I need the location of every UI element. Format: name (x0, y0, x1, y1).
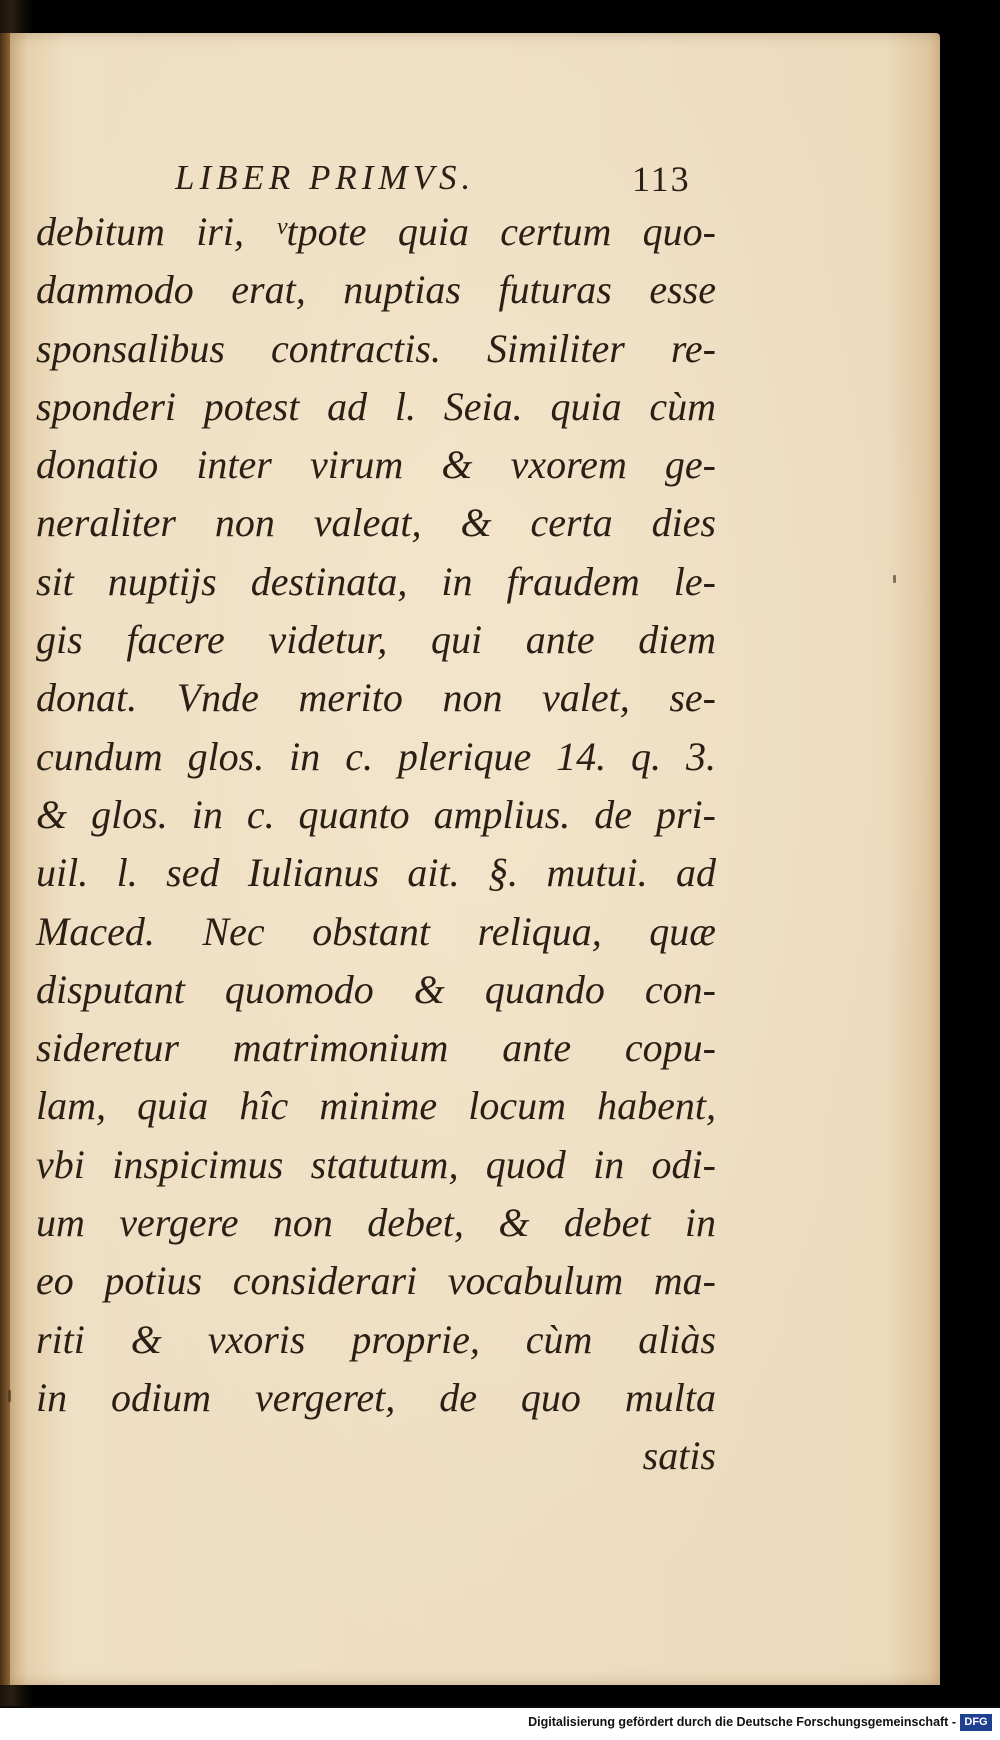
body-text (36, 203, 716, 1486)
digitization-footer (0, 1708, 1000, 1740)
text-line: gis facere videtur, qui ante diem (36, 617, 716, 663)
page-binding-edge (0, 33, 10, 1685)
text-line: cundum glos. in c. plerique 14. q. 3. (36, 733, 716, 779)
page-number: 113 (632, 159, 691, 199)
paper-speck (8, 1390, 11, 1402)
catchword: satis (642, 1433, 716, 1479)
text-line: neraliter non valeat, & certa dies (36, 500, 716, 546)
text-line: eo potius considerari vocabulum ma- (36, 1258, 716, 1304)
text-line: donatio inter virum & vxorem ge- (36, 442, 716, 488)
text-line: in odium vergeret, de quo multa (36, 1374, 716, 1420)
dfg-logo-icon: DFG (960, 1714, 992, 1731)
text-line: um vergere non debet, & debet in (36, 1200, 716, 1246)
text-line: sit nuptijs destinata, in fraudem le- (36, 558, 716, 604)
text-line: sponderi potest ad l. Seia. quia cùm (36, 383, 716, 429)
text-line: riti & vxoris proprie, cùm aliàs (36, 1316, 716, 1362)
text-line: uil. l. sed Iulianus ait. §. mutui. ad (36, 850, 716, 896)
text-line: & glos. in c. quanto amplius. de pri- (36, 791, 716, 837)
text-line: disputant quomodo & quando con- (36, 966, 716, 1012)
text-line: donat. Vnde merito non valet, se- (36, 675, 716, 721)
text-line: vbi inspicimus statutum, quod in odi- (36, 1141, 716, 1187)
text-line: dammodo erat, nuptias futuras esse (36, 267, 716, 313)
text-line: debitum iri, ᵛtpote quia certum quo- (36, 209, 716, 254)
text-line: lam, quia hîc minime locum habent, (36, 1083, 716, 1129)
text-line: sponsalibus contractis. Similiter re- (36, 325, 716, 371)
text-line: Maced. Nec obstant reliqua, quæ (36, 908, 716, 954)
paper-speck (893, 575, 896, 583)
text-line: sideretur matrimonium ante copu- (36, 1025, 716, 1071)
footer-credit: Digitalisierung gefördert durch die Deutsche Forschungsgemeinschaft - (528, 1715, 956, 1729)
running-head: LIBER PRIMVS. (175, 158, 476, 197)
